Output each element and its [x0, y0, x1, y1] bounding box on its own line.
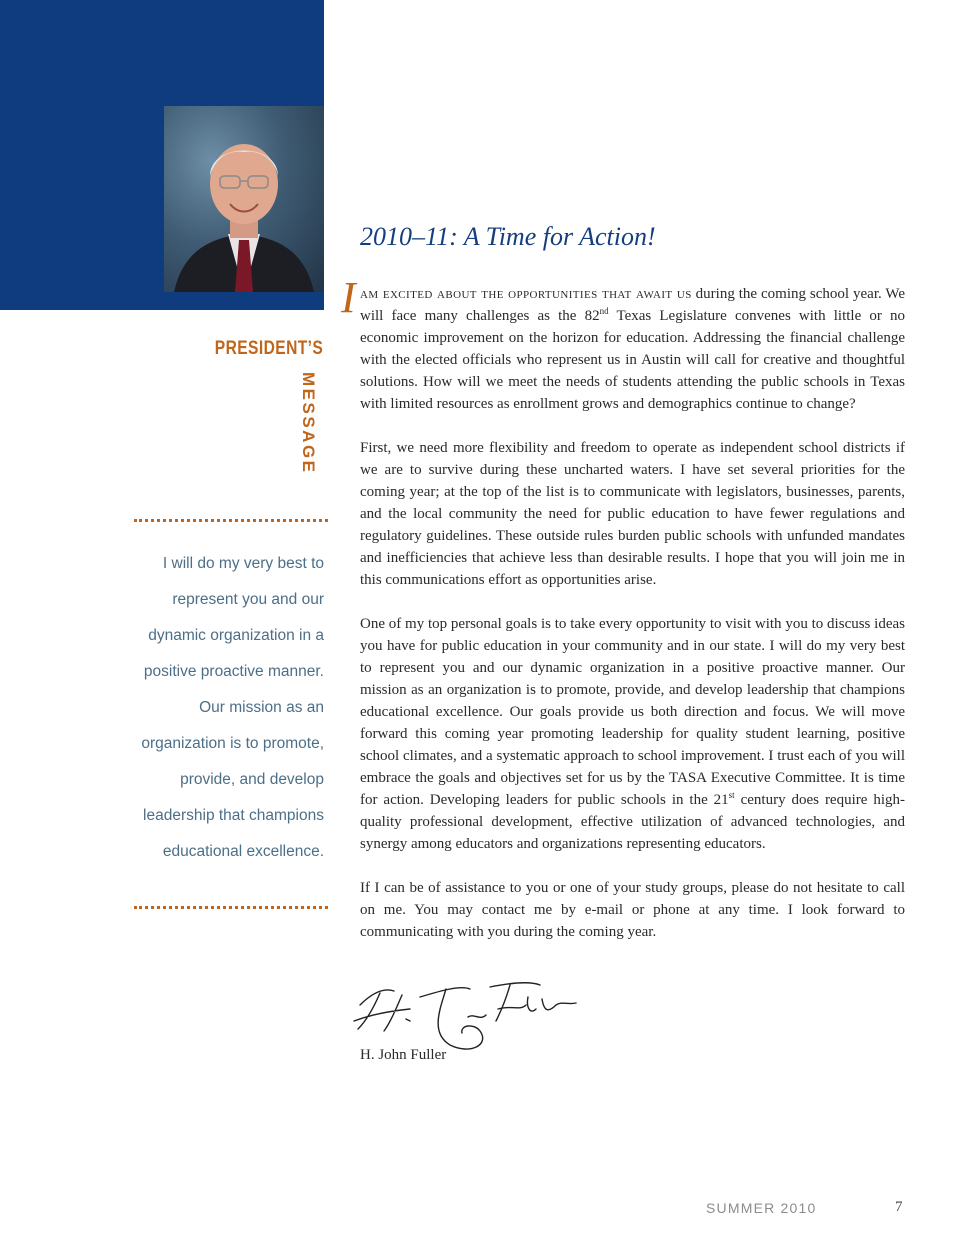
author-portrait	[164, 106, 324, 292]
section-title-message: MESSAGE	[299, 372, 318, 475]
signature-name: H. John Fuller	[360, 1047, 447, 1063]
portrait-illustration	[164, 106, 324, 292]
article-headline: 2010–11: A Time for Action!	[360, 222, 656, 251]
article-body	[360, 283, 905, 965]
ordinal-superscript: st	[728, 790, 735, 800]
paragraph-1-text-a: during the coming school year. We will face many challenges as the 82	[360, 286, 905, 324]
footer-issue: SUMMER 2010	[706, 1200, 817, 1216]
lead-in-small-caps: am excited about the opportunities that await us	[360, 286, 692, 302]
ordinal-superscript: nd	[599, 306, 609, 316]
page-number: 7	[895, 1199, 903, 1215]
paragraph-3-text-a: One of my top personal goals is to take every opportunity to visit with you to discuss ideas you have for public education in your community and in our state. I will do my very best to represent you and our dynamic organization in a positive proactive manner. Our mission as an organization is to promote, provide, and develop leadership that champions educational excellence. Our goals provide us both direction and focus. We will move forward this coming year promoting leadership for quality student learning, positive school climates, and a systematic approach to school improvement. I trust each of you will embrace the goals and objectives set for us by the TASA Executive Committee. It is time for action. Developing leaders for public schools in the 21	[360, 616, 905, 808]
drop-cap: I	[341, 273, 356, 322]
handwritten-signature	[350, 975, 590, 1055]
paragraph-1	[360, 283, 905, 415]
dotted-divider-top	[134, 519, 328, 522]
paragraph-2: First, we need more flexibility and freedom to operate as independent school districts if we are to survive during these uncharted waters. I have set several priorities for the coming year; at the top of the list is to communicate with legislators, businesses, parents, and the local community the need for public education to have fewer regulations and regulatory guidelines. These outside rules burden public schools with unfunded mandates and inefficiencies that achieve less than desirable results. I hope that you will join me in this communications effort as opportunities arise.	[360, 440, 905, 588]
paragraph-3-text-b: century does require high-quality professional development, effective utilization of advanced technologies, and synergy among educators and organizations representing educators.	[360, 792, 906, 852]
paragraph-1-text-b: Texas Legislature convenes with little or no economic improvement on the horizon for education. Addressing the financial challenge with the elected officials who represent us in Austin will call for creative and thoughtful solutions. How will we meet the needs of students attending the public schools in Texas with limited resources as enrollment grows and demographics continue to change?	[360, 308, 905, 412]
dotted-divider-bottom	[134, 906, 328, 909]
paragraph-3	[360, 613, 905, 855]
pull-quote: I will do my very best to represent you and our dynamic organization in a positive proactive manner. Our mission as an organization is to promote, provide, and develop leadership that champions educational excellence.	[141, 555, 324, 860]
section-title-presidents: PRESIDENT’S	[214, 338, 323, 359]
paragraph-4: If I can be of assistance to you or one of your study groups, please do not hesitate to call on me. You may contact me by e-mail or phone at any time. I look forward to communicating with you during the coming year.	[360, 880, 905, 940]
